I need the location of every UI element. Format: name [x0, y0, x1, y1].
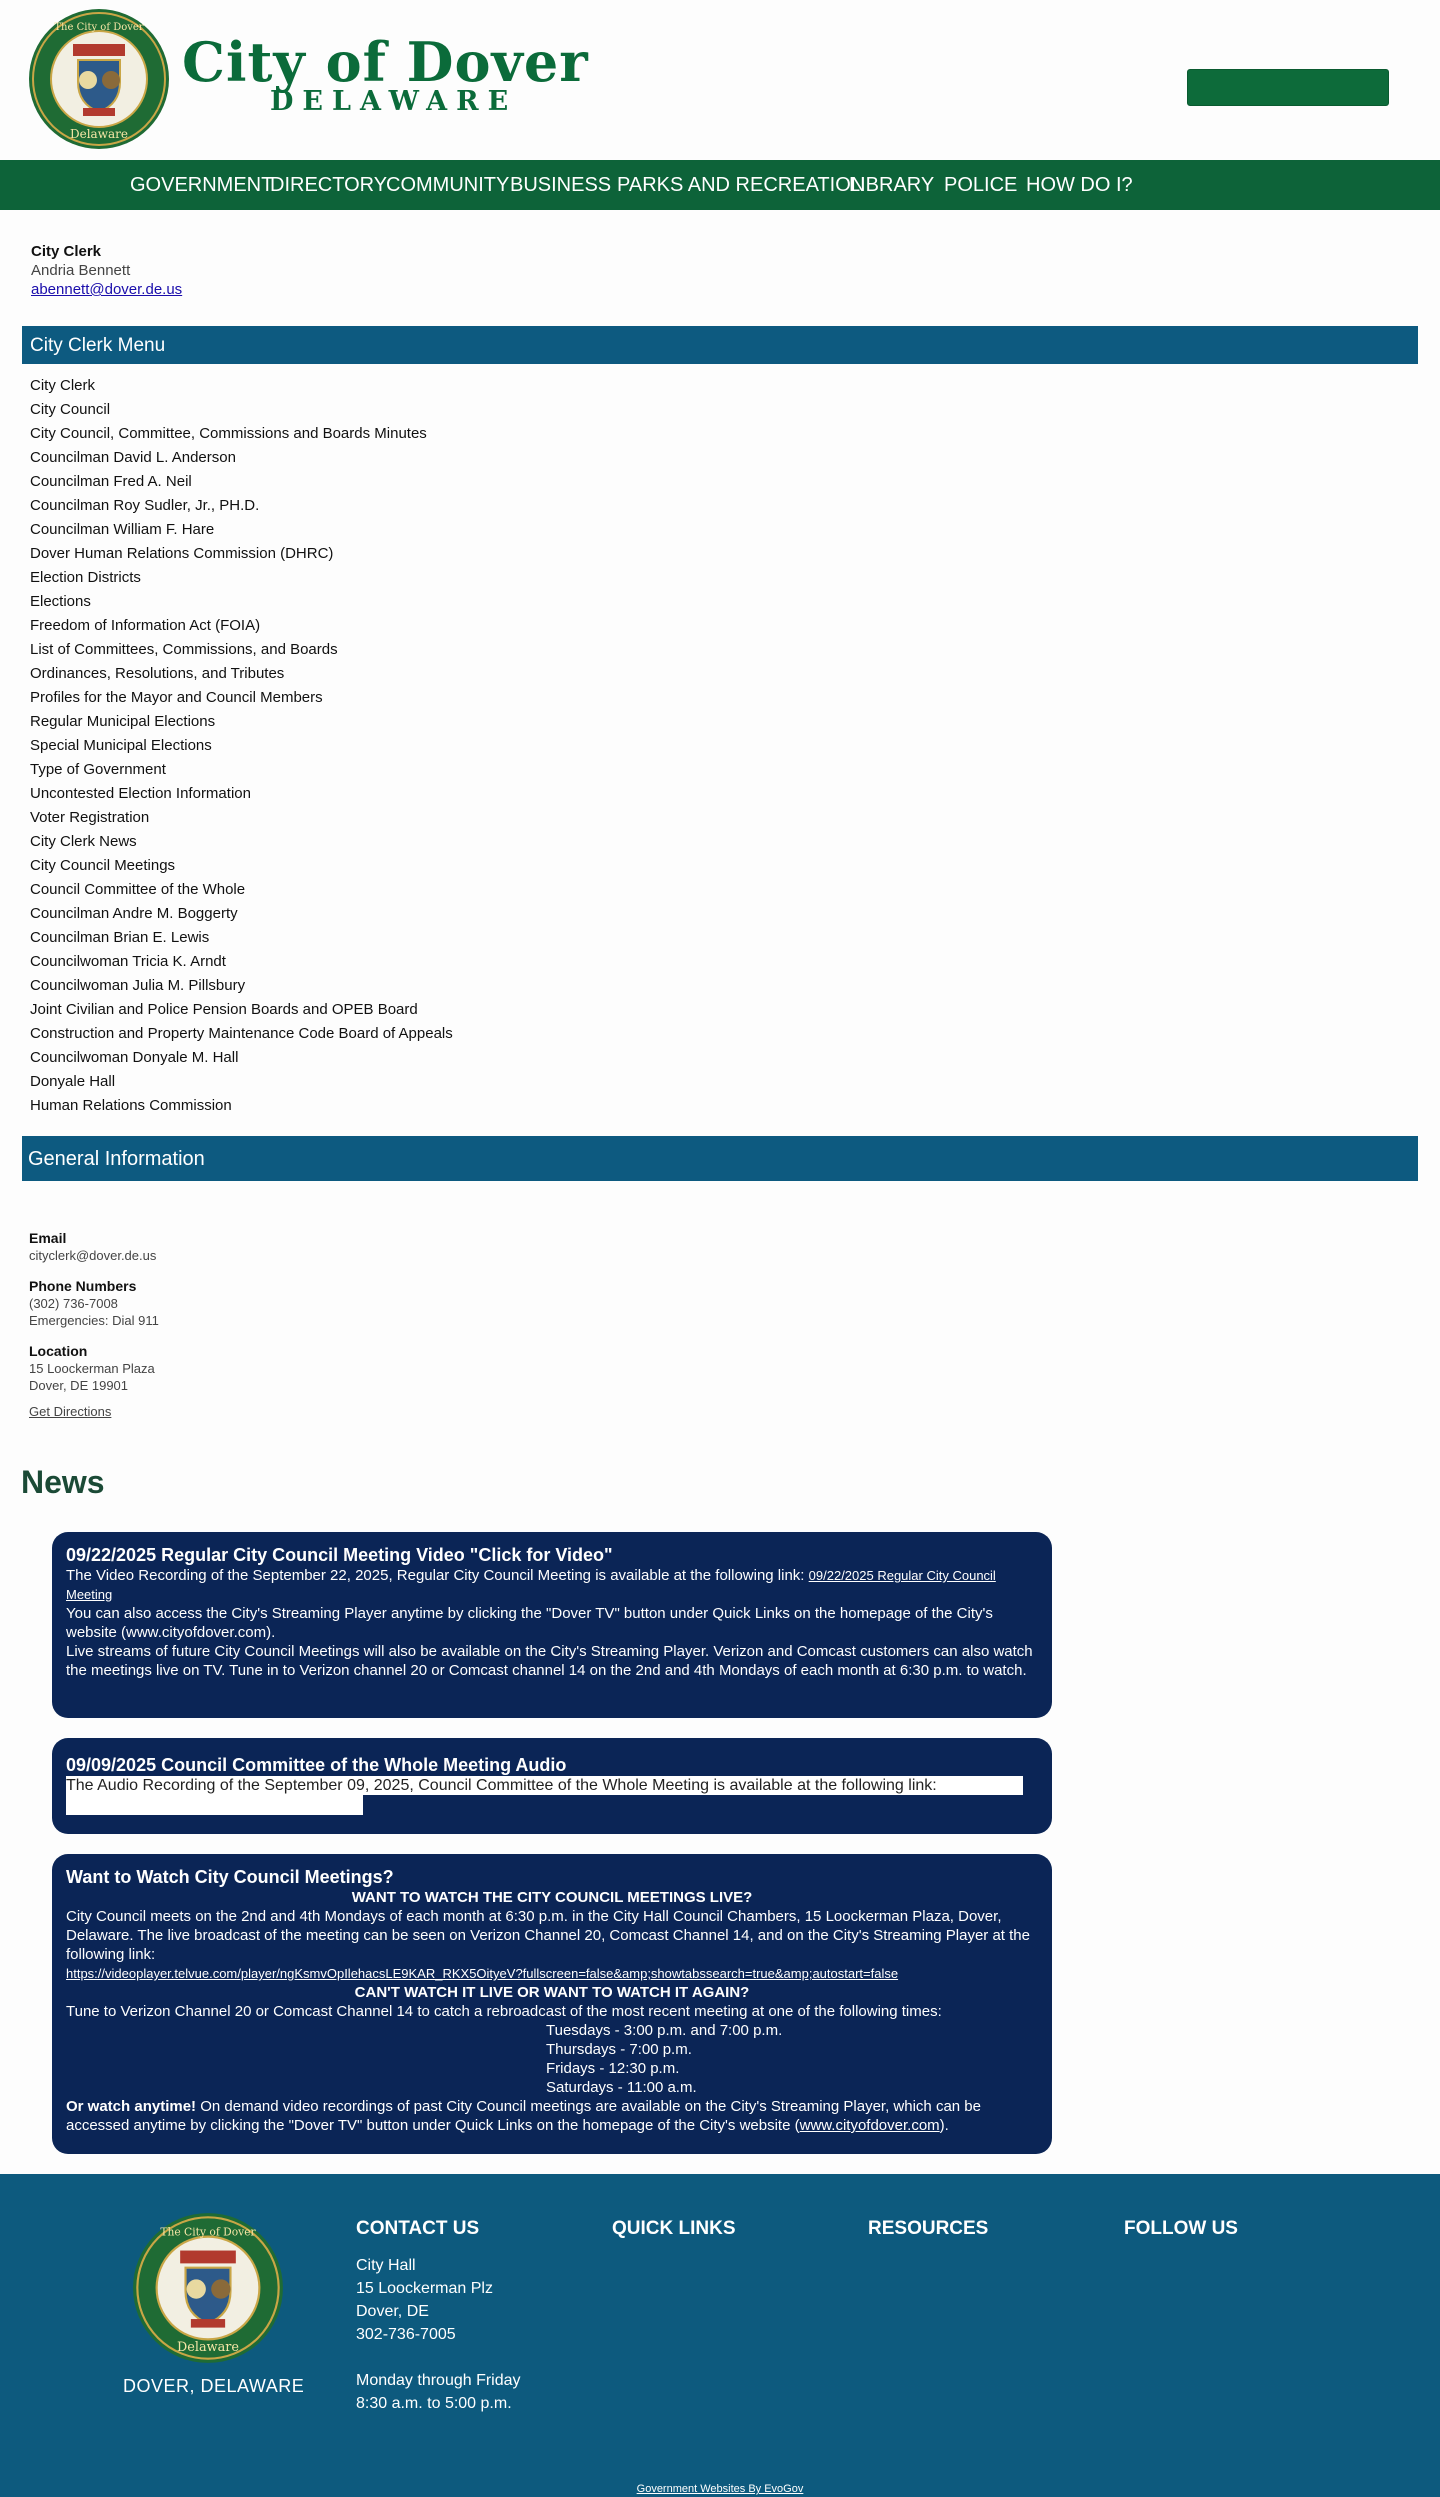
footer-contact-line: 8:30 a.m. to 5:00 p.m.: [356, 2395, 512, 2412]
menu-item[interactable]: Councilwoman Tricia K. Arndt: [30, 953, 226, 970]
news-card-text: On demand video recordings of past City Council meetings are available on the City's Streaming Player, which can be accessed anytime by clicking the "Dover TV" button under Quick Links on the homepage of the City's website (: [66, 2098, 981, 2134]
email-value: cityclerk@dover.de.us: [29, 1248, 157, 1263]
news-heading: News: [21, 1464, 105, 1500]
city-clerk-menu-list: [30, 376, 453, 1120]
emergency-value: Emergencies: Dial 911: [29, 1313, 159, 1328]
contact-email-link[interactable]: abennett@dover.de.us: [31, 281, 183, 298]
city-seal-logo[interactable]: [28, 8, 170, 150]
city-clerk-menu-header: [22, 326, 1418, 364]
site-subtitle: DELAWARE: [270, 86, 518, 117]
get-directions-link[interactable]: Get Directions: [29, 1404, 112, 1419]
rebroadcast-time: Tuesdays - 3:00 p.m. and 7:00 p.m.: [546, 2022, 783, 2039]
news-card-text: Live streams of future City Council Meetings will also be available on the City's Streaming Player. Verizon and Comcast customers can also watch the meetings live on TV. Tune in to Verizon channel 20 or Comcast channel 14 on the 2nd and 4th Mondays of each month at 6:30 p.m. to watch.: [66, 1643, 1033, 1679]
menu-heading: City Clerk Menu: [30, 335, 166, 356]
menu-item[interactable]: City Council Meetings: [30, 857, 176, 874]
menu-item[interactable]: City Clerk News: [30, 833, 137, 850]
news-card-title[interactable]: 09/09/2025 Council Committee of the Whole Meeting Audio: [66, 1755, 567, 1775]
news-card-link-placeholder[interactable]: [66, 1795, 363, 1815]
menu-item[interactable]: Councilman Andre M. Boggerty: [30, 905, 238, 922]
footer-quick-links-heading: QUICK LINKS: [612, 2218, 736, 2239]
nav-item-parks-and-recreation[interactable]: PARKS AND RECREATION: [617, 174, 866, 196]
contact-title: City Clerk: [31, 243, 102, 260]
nav-item-directory[interactable]: DIRECTORY: [270, 174, 388, 196]
menu-item[interactable]: Regular Municipal Elections: [30, 713, 216, 730]
menu-item[interactable]: Freedom of Information Act (FOIA): [30, 617, 261, 634]
header-action-button[interactable]: [1187, 69, 1389, 106]
rebroadcast-time: Thursdays - 7:00 p.m.: [546, 2041, 692, 2058]
nav-item-police[interactable]: POLICE: [944, 174, 1018, 196]
menu-item[interactable]: Profiles for the Mayor and Council Members: [30, 689, 323, 706]
evogov-credit-link[interactable]: Government Websites By EvoGov: [636, 2483, 804, 2495]
menu-item[interactable]: Donyale Hall: [30, 1073, 116, 1090]
site-title[interactable]: City of Dover: [182, 30, 589, 94]
menu-item[interactable]: Ordinances, Resolutions, and Tributes: [30, 665, 285, 682]
news-card-intro: The Video Recording of the September 22, 2025, Regular City Council Meeting is available at the following link:: [66, 1567, 809, 1584]
watch-anytime-label: Or watch anytime!: [66, 2098, 197, 2115]
address-line-2: Dover, DE 19901: [29, 1378, 129, 1393]
news-card-title[interactable]: Want to Watch City Council Meetings?: [66, 1867, 394, 1887]
nav-item-library[interactable]: LIBRARY: [849, 174, 935, 196]
phone-label: Phone Numbers: [29, 1278, 137, 1294]
address-line-1: 15 Loockerman Plaza: [29, 1361, 155, 1376]
menu-item[interactable]: Joint Civilian and Police Pension Boards and OPEB Board: [30, 1001, 418, 1018]
phone-value: (302) 736-7008: [29, 1296, 118, 1311]
nav-item-government[interactable]: GOVERNMENT: [130, 174, 274, 196]
svg-text:The City of Dover: The City of Dover: [54, 22, 144, 33]
footer-place-name: DOVER, DELAWARE: [123, 2376, 305, 2396]
site-footer: [0, 2174, 1440, 2497]
site-header: [0, 0, 1440, 160]
svg-text:Delaware: Delaware: [177, 2340, 239, 2356]
menu-item[interactable]: Special Municipal Elections: [30, 737, 212, 754]
contact-card: [31, 242, 182, 299]
menu-item[interactable]: Councilman Fred A. Neil: [30, 473, 192, 490]
news-card[interactable]: [52, 1854, 1052, 2154]
main-navigation: [0, 160, 1440, 210]
menu-item[interactable]: Councilwoman Julia M. Pillsbury: [30, 977, 246, 994]
menu-item[interactable]: Council Committee of the Whole: [30, 881, 246, 898]
news-card-text: You can also access the City's Streaming Player anytime by clicking the "Dover TV" button under Quick Links on the homepage of the City's website (www.cityofdover.com).: [66, 1605, 993, 1641]
news-card-video-link[interactable]: 09/22/2025 Regular City Council Meeting: [66, 1568, 996, 1602]
news-card-subheading: WANT TO WATCH THE CITY COUNCIL MEETINGS LIVE?: [351, 1889, 753, 1906]
menu-item[interactable]: Councilwoman Donyale M. Hall: [30, 1049, 239, 1066]
menu-item[interactable]: Councilman Roy Sudler, Jr., PH.D.: [30, 497, 260, 514]
footer-contact-line: 302-736-7005: [356, 2326, 456, 2343]
nav-item-community[interactable]: COMMUNITY: [386, 174, 510, 196]
streaming-player-link[interactable]: https://videoplayer.telvue.com/player/ngKsmvOpIlehacsLE9KAR_RKX5OityeV?fullscreen=false&amp;showtabssearch=true&amp;autostart=false: [66, 1966, 899, 1981]
menu-item[interactable]: Voter Registration: [30, 809, 150, 826]
menu-item[interactable]: Elections: [30, 593, 91, 610]
news-card-text: Tune to Verizon Channel 20 or Comcast Channel 14 to catch a rebroadcast of the most recent meeting at one of the following times:: [66, 2003, 942, 2020]
menu-item[interactable]: Human Relations Commission: [30, 1097, 232, 1114]
news-card-text: City Council meets on the 2nd and 4th Mondays of each month at 6:30 p.m. in the City Hall Council Chambers, 15 Loockerman Plaza, Dover, Delaware. The live broadcast of the meeting can be seen on Verizon Channel 20, Comcast Channel 14, and on the City's Streaming Player at the following link:: [66, 1908, 1030, 1963]
menu-item[interactable]: City Clerk: [30, 377, 96, 394]
news-card-text: ).: [939, 2117, 949, 2134]
menu-item[interactable]: Councilman David L. Anderson: [30, 449, 236, 466]
general-information-heading: General Information: [28, 1148, 205, 1170]
footer-contact-line: 15 Loockerman Plz: [356, 2280, 493, 2297]
menu-item[interactable]: Dover Human Relations Commission (DHRC): [30, 545, 334, 562]
news-card-subheading: CAN'T WATCH IT LIVE OR WANT TO WATCH IT AGAIN?: [354, 1984, 750, 2001]
menu-item[interactable]: Type of Government: [30, 761, 166, 778]
menu-item[interactable]: List of Committees, Commissions, and Boards: [30, 641, 338, 658]
nav-item-business[interactable]: BUSINESS: [510, 174, 612, 196]
news-card[interactable]: [52, 1738, 1052, 1834]
location-label: Location: [29, 1343, 88, 1359]
rebroadcast-time: Saturdays - 11:00 a.m.: [546, 2079, 697, 2096]
rebroadcast-time: Fridays - 12:30 p.m.: [546, 2060, 680, 2077]
menu-item[interactable]: Councilman William F. Hare: [30, 521, 215, 538]
footer-resources-heading: RESOURCES: [868, 2218, 989, 2239]
menu-item[interactable]: Councilman Brian E. Lewis: [30, 929, 210, 946]
menu-item[interactable]: Construction and Property Maintenance Code Board of Appeals: [30, 1025, 453, 1042]
footer-contact-line: Monday through Friday: [356, 2372, 521, 2389]
footer-contact-line: Dover, DE: [356, 2303, 429, 2320]
footer-follow-heading: FOLLOW US: [1124, 2218, 1238, 2239]
news-card[interactable]: [52, 1532, 1052, 1718]
news-card-text: The Audio Recording of the September 09, 2025, Council Committee of the Whole Meeting is available at the following link:: [66, 1776, 1023, 1795]
svg-text:The City of Dover: The City of Dover: [160, 2225, 256, 2239]
menu-item[interactable]: City Council, Committee, Commissions and Boards Minutes: [30, 425, 427, 442]
city-seal-logo: [132, 2212, 284, 2364]
footer-contact-info: [356, 2254, 521, 2415]
general-information-header: [22, 1136, 1418, 1181]
email-label: Email: [29, 1230, 67, 1246]
nav-item-how-do-i[interactable]: HOW DO I?: [1026, 174, 1133, 196]
general-information: [29, 1230, 159, 1434]
svg-text:Delaware: Delaware: [70, 127, 128, 141]
contact-name: Andria Bennett: [31, 262, 131, 279]
menu-item[interactable]: City Council: [30, 401, 111, 418]
menu-item[interactable]: Election Districts: [30, 569, 141, 586]
footer-contact-heading: CONTACT US: [356, 2218, 480, 2239]
footer-contact-line: City Hall: [356, 2257, 416, 2274]
menu-item[interactable]: Uncontested Election Information: [30, 785, 251, 802]
news-card-title[interactable]: 09/22/2025 Regular City Council Meeting Video "Click for Video": [66, 1545, 613, 1565]
city-website-link[interactable]: www.cityofdover.com: [799, 2117, 940, 2134]
